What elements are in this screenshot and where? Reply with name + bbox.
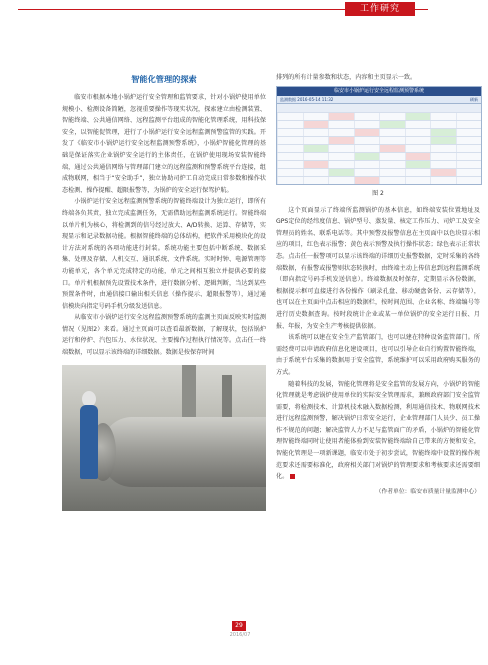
figure-table-row	[277, 128, 481, 136]
end-of-article-mark	[290, 474, 295, 479]
figure-table-row	[277, 176, 481, 184]
paragraph: 该系统可以建在安全生产监管部门，也可以建在特种设备监管部门。所需经费可以申请政府信息化建设项目，也可以引导企业自行购置智能终端，由于系统平台采集的数据用于安全监管，系统维护可以采用政府购买服务的方式。	[276, 334, 480, 376]
figure-table-header	[277, 104, 481, 112]
left-column	[62, 72, 266, 511]
author-affiliation-text: （作者单位：临安市质量计量监测中心）	[375, 488, 480, 495]
section-title: 智能化管理的探索	[131, 74, 197, 84]
figure-screenshot	[276, 86, 482, 185]
paragraph: 排列的所有计量参数和状态，内容和主页显示一致。	[276, 74, 417, 81]
figure-toolbar-right: 刷新	[470, 96, 478, 102]
figure-toolbar	[277, 96, 481, 104]
section-label: 工作研究	[345, 2, 415, 16]
issue-label: 2016/07	[229, 632, 251, 638]
worker-shape	[80, 405, 98, 479]
right-column	[276, 72, 480, 497]
figure-title: 临安市小锅炉运行安全远程监测预警系统	[277, 87, 481, 96]
boiler-tank-shape	[102, 417, 266, 487]
paragraph: 从临安市小锅炉运行安全远程监测预警系统的监测主页面反映实时监测情况（见图2）来看。通过主页面可以查看最新数据，了解现状，包括锅炉运行和停炉、汽包压力、水位状况、主要操作过程执行情况等。点击任一终端数据，可以显示该终端的详细数据。数据是按保存时间	[62, 314, 266, 357]
figure-table-row	[277, 136, 481, 144]
boiler-photo	[62, 365, 266, 511]
paragraph: 随着科技的发展，智能化管理将是安全监管的发展方向，小锅炉的智能化管理就是考虑锅炉使用单位的实际安全管理需求，兼顾政府部门安全监管需要，将检测技术、计算机技术融入数据检测，利用通信技术、物联网技术进行远程监测预警，解决锅炉日常安全运行，企业管理部门人员少、员工操作不规范的问题；解决监管人力不足与监管面广的矛盾，小锅炉的智能化管理智能终端同时让使用者能体验到安装智能终端给自己带来的方便和安全，智能化管理是一项新课题，临安市处于初步尝试，智能终端中设置的操作规范要求还需要标准化，政府相关部门对锅炉的管理要求和考核要求还需要细化。	[276, 380, 480, 481]
paragraph: 这个页面显示了终端所监测锅炉的基本信息，如终端安装位置地址及GPS定位的经纬度信息、锅炉型号、蒸发量、核定工作压力、司炉工及安全管理员的姓名、联系电话等。其中预警及报警信息在主页面中以色块显示相应的项目，红色表示报警；黄色表示预警及执行操作状态；绿色表示正常状态。点击任一报警项可以显示该终端的详细历史报警数据，定时采集的各终端数据，有报警或报警则状态转换时，由终端主动上传信息到远程监测系统（即向指定号码手机发送信息）。终端数据及时保存，定期显示各份数据，根据提示框可直接进行各份操作（刷录孔盘、移动硬盘备份、云存储等），也可以在主页面中点击相应的数据栏，按时间范围、企业名称、终端编号等进行历史数据查询。按时段统计企业或某一单位锅炉的安全运行日报、月报、年报，为安全生产考核提供依据。	[276, 206, 480, 330]
figure-table-row	[277, 120, 481, 128]
figure-caption: 图 2	[372, 189, 384, 197]
author-affiliation	[276, 487, 480, 497]
pipe-shape	[182, 365, 196, 421]
figure-table-row	[277, 160, 481, 168]
figure-table-row	[277, 152, 481, 160]
figure-table-row	[277, 144, 481, 152]
figure-table-row	[277, 168, 481, 176]
paragraph: 小锅炉运行安全远程监测预警系统的智能终端设计为独立运行，即所有终端各负其责，独立完成监测任务，无需借助远程监测系统运行。智能终端以单片机为核心，将检测到的信号经过放大、A/D转换、运算、存储等，实现显示和记录数据功能。根据智能终端的总体结构，把软件采用模块化的设计方法对系统的各项功能进行封装。系统功能主要包括中断系统、数据采集、处理及存储、人机交互、通讯系统、文件系统。实时时钟、电源管理等功能单元，各个单元完成特定的功能，单元之间相互独立并提供必要的接口。单片机根据预先设置技术条件，进行数据分析、逻辑判断，当达到某些预置条件时，由通信接口输出相关信息（操作提示、超限报警等），通过通信模块向指定号码手机分级发送信息。	[62, 198, 266, 310]
page-number: 29	[232, 621, 246, 631]
figure-table-row	[277, 112, 481, 120]
figure-toolbar-left: 监测数据 2016-05-14 11:32	[280, 96, 334, 102]
paragraph: 临安市根据本地小锅炉运行安全管理和监管要求，针对小锅炉使用单位规模小、检测设备简陋，忽视重要操作等现实状况，探索建立由检测装置、智能终端、公共通信网络、远程监测平台组成的智能化管理系统，用科技保安全，以智能促管理，进行了小锅炉运行安全远程监测预警监管的实践。开发了《临安市小锅炉运行安全远程监测预警系统》，小锅炉智能化管理的基础是保证落实企业锅炉安全运行的主体责任，在锅炉使用现场安装智能终端，通过公共通信网络与管理部门建立的远程监测和预警系统平台连接，组成物联网，相当于“安全助手”，独立协助司炉工自动完成日常参数和操作状态检测、操作提醒、超限报警等，为锅炉的安全运行保驾护航。	[62, 94, 266, 194]
pipe-shape	[222, 375, 232, 421]
